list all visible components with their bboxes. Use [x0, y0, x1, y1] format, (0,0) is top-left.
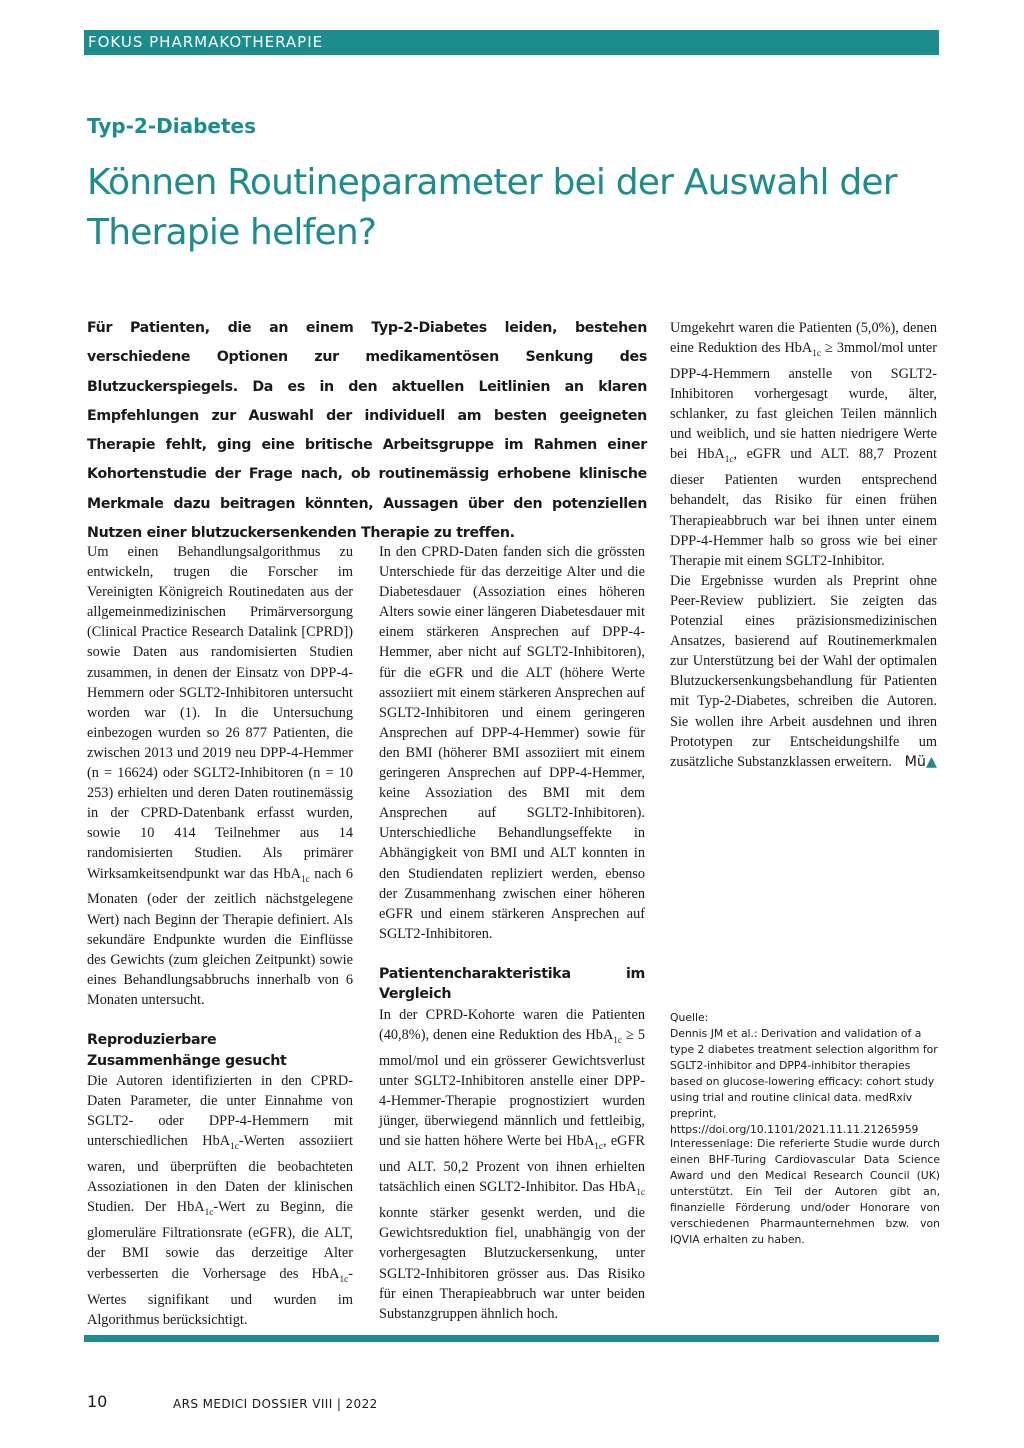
- paragraph-1: Um einen Behandlungsalgorithmus zu entwickeln, trugen die Forscher im Vereinigten Königreich Routinedaten aus der allgemeinmedizinischen Primärversorgung (Clinical Practice Research Datalink [CPRD]) sowie Daten aus randomisierten Studien zusammen, in denen der Einsatz von DPP-4-Hemmern oder SGLT2-Inhibitoren untersucht worden war (1). In die Untersuchung einbezogen wurden so 26 877 Patienten, die zwischen 2013 und 2019 neu DPP-4-Hemmer (n = 16624) oder SGLT2-Inhibitoren (n = 10 253) erhielten und deren Daten routinemässig in der CPRD-Datenbank erfasst wurden, sowie 10 414 Teilnehmer aus 14 randomisierten Studien. Als primärer Wirksamkeitsendpunkt war das HbA$_{1c}$ nach 6 Monaten (oder der zeitlich nächstgelegene Wert) nach Beginn der Therapie definiert. Als sekundäre Endpunkte wurden die Einflüsse des Gewichts (zum gleichen Zeitpunkt) sowie eines Behandlungsabbruchs innerhalb von 6 Monaten untersucht.: [87, 544, 353, 1008]
- end-mark-icon: ▲: [926, 753, 937, 770]
- footer-bar: [84, 1335, 939, 1342]
- article-title: Können Routineparameter bei der Auswahl der Therapie helfen?: [87, 162, 897, 253]
- page-number: 10: [87, 1392, 108, 1411]
- journal-name: ARS MEDICI DOSSIER VIII | 2022: [173, 1397, 378, 1411]
- section-label: FOKUS PHARMAKOTHERAPIE: [88, 33, 324, 51]
- text-column-1: [87, 542, 353, 1330]
- conflict-text: Interessenlage: Die referierte Studie wurde durch einen BHF-Turing Cardiovascular Data Science Award und den Medical Research Council (UK) unterstützt. Ein Teil der Autoren gibt an, finanzielle Förderung und/oder Honorare von verschiedenen Pharmaunternehmen bzw. von IQVIA erhalten zu haben.: [670, 1137, 940, 1246]
- text-column-3: [670, 318, 937, 772]
- source-label: Quelle:: [670, 1011, 709, 1024]
- paragraph-4: In der CPRD-Kohorte waren die Patienten (40,8%), denen eine Reduktion des HbA$_{1c}$ ≥ 5 mmol/mol und ein grösserer Gewichtsverlust unter SGLT2-Inhibitoren anstelle einer DPP-4-Hemmer-Therapie prognostiziert wurden jünger, überwiegend männlich und fettleibig, und sie hatten höhere Werte bei HbA$_{1c}$, eGFR und ALT. 50,2 Prozent von ihnen erhielten tatsächlich einen SGLT2-Inhibitor. Das HbA$_{1c}$ konnte stärker gesenkt werden, und die Gewichtsreduktion fiel, unabhängig von der vorhergesagten Blutzuckersenkung, unter SGLT2-Inhibitoren grösser aus. Das Risiko für einen Therapieabbruch war unter beiden Substanzgruppen ähnlich hoch.: [379, 1006, 645, 1322]
- section-header-bar: [84, 30, 939, 55]
- paragraph-5: Umgekehrt waren die Patienten (5,0%), denen eine Reduktion des HbA$_{1c}$ ≥ 3mmol/mol unter DPP-4-Hemmern anstelle von SGLT2-Inhibitoren vorhergesagt wurde, älter, schlanker, zu fast gleichen Teilen männlich und weiblich, und sie hatten niedrigere Werte bei HbA$_{1c}$, eGFR und ALT. 88,7 Prozent dieser Patienten wurden entsprechend behandelt, das Risiko für einen frühen Therapieabbruch war bei ihnen unter einem DPP-4-Hemmer halb so gross wie bei einer Therapie mit einem SGLT2-Inhibitor.: [670, 320, 937, 569]
- source-text: Dennis JM et al.: Derivation and validation of a type 2 diabetes treatment selection algorithm for SGLT2-inhibitor and DPP4-inhibitor therapies based on glucose-lowering efficacy: cohort study using trial and routine clinical data. medRxiv preprint, https://doi.org/10.1101/2021.11.11.21265959: [670, 1027, 938, 1136]
- author-sign: Mü▲: [904, 753, 937, 770]
- article-kicker: Typ-2-Diabetes: [87, 114, 257, 138]
- subheading-1: Reproduzierbare Zusammenhänge gesucht: [87, 1032, 287, 1069]
- paragraph-3: In den CPRD-Daten fanden sich die grössten Unterschiede für das derzeitige Alter und die Diabetesdauer (Assoziation eines höheren Alters sowie einer längeren Diabetesdauer mit einem stärkeren Ansprechen auf DPP-4-Hemmer, aber nicht auf SGLT2-Inhibitoren), für die eGFR und die ALT (höhere Werte assoziiert mit einem stärkeren Ansprechen auf SGLT2-Inhibitoren und einem geringeren Ansprechen auf DPP-4-Hemmer) sowie für den BMI (höherer BMI assoziiert mit einem geringeren Ansprechen auf DPP-4-Hemmer, keine Assoziation des BMI mit dem Ansprechen auf SGLT2-Inhibitoren). Unterschiedliche Behandlungseffekte in Abhängigkeit von BMI und ALT konnten in den Studiendaten repliziert werden, ebenso der Zusammenhang zwischen einer höheren eGFR und einem stärkeren Ansprechen auf SGLT2-Inhibitoren.: [379, 544, 645, 942]
- subheading-2: Patientencharakteristika im Vergleich: [379, 965, 645, 1003]
- article-lead: Für Patienten, die an einem Typ-2-Diabetes leiden, bestehen verschiedene Optionen zur medikamentösen Senkung des Blutzuckerspiegels. Da es in den aktuellen Leitlinien an klaren Empfehlungen zur Auswahl der individuell am besten geeigneten Therapie fehlt, ging eine britische Arbeitsgruppe im Rahmen einer Kohortenstudie der Frage nach, ob routinemässig erhobene klinische Merkmale dazu beitragen könnten, Aussagen über den potenziellen Nutzen einer blutzuckersenkenden Therapie zu treffen.: [87, 320, 647, 542]
- conflict-of-interest: [670, 1136, 940, 1248]
- paragraph-2: Die Autoren identifizierten in den CPRD-Daten Parameter, die unter Einnahme von SGLT2- oder DPP-4-Hemmern mit unterschiedlichen HbA$_{1c}$-Werten assoziiert waren, und überprüften die beobachteten Assoziationen in den Daten der klinischen Studien. Der HbA$_{1c}$-Wert zu Beginn, die glomeruläre Filtrationsrate (eGFR), die ALT, der BMI sowie das derzeitige Alter verbesserten die Vorhersage des HbA$_{1c}$-Wertes signifikant und wurden im Algorithmus berücksichtigt.: [87, 1073, 353, 1328]
- text-column-2: [379, 542, 645, 1324]
- paragraph-6: Die Ergebnisse wurden als Preprint ohne Peer-Review publiziert. Sie zeigten das Potenzial eines präzisionsmedizinischen Ansatzes, basierend auf Routinemerkmalen zur Unterstützung bei der Wahl der optimalen Blutzuckersenkungsbehandlung für Patienten mit Typ-2-Diabetes, schreiben die Autoren. Sie wollen ihre Arbeit ausdehnen und ihren Prototypen zur Entscheidungshilfe um zusätzliche Substanzklassen erweitern. Mü▲: [670, 571, 937, 772]
- source-block: [670, 1010, 940, 1138]
